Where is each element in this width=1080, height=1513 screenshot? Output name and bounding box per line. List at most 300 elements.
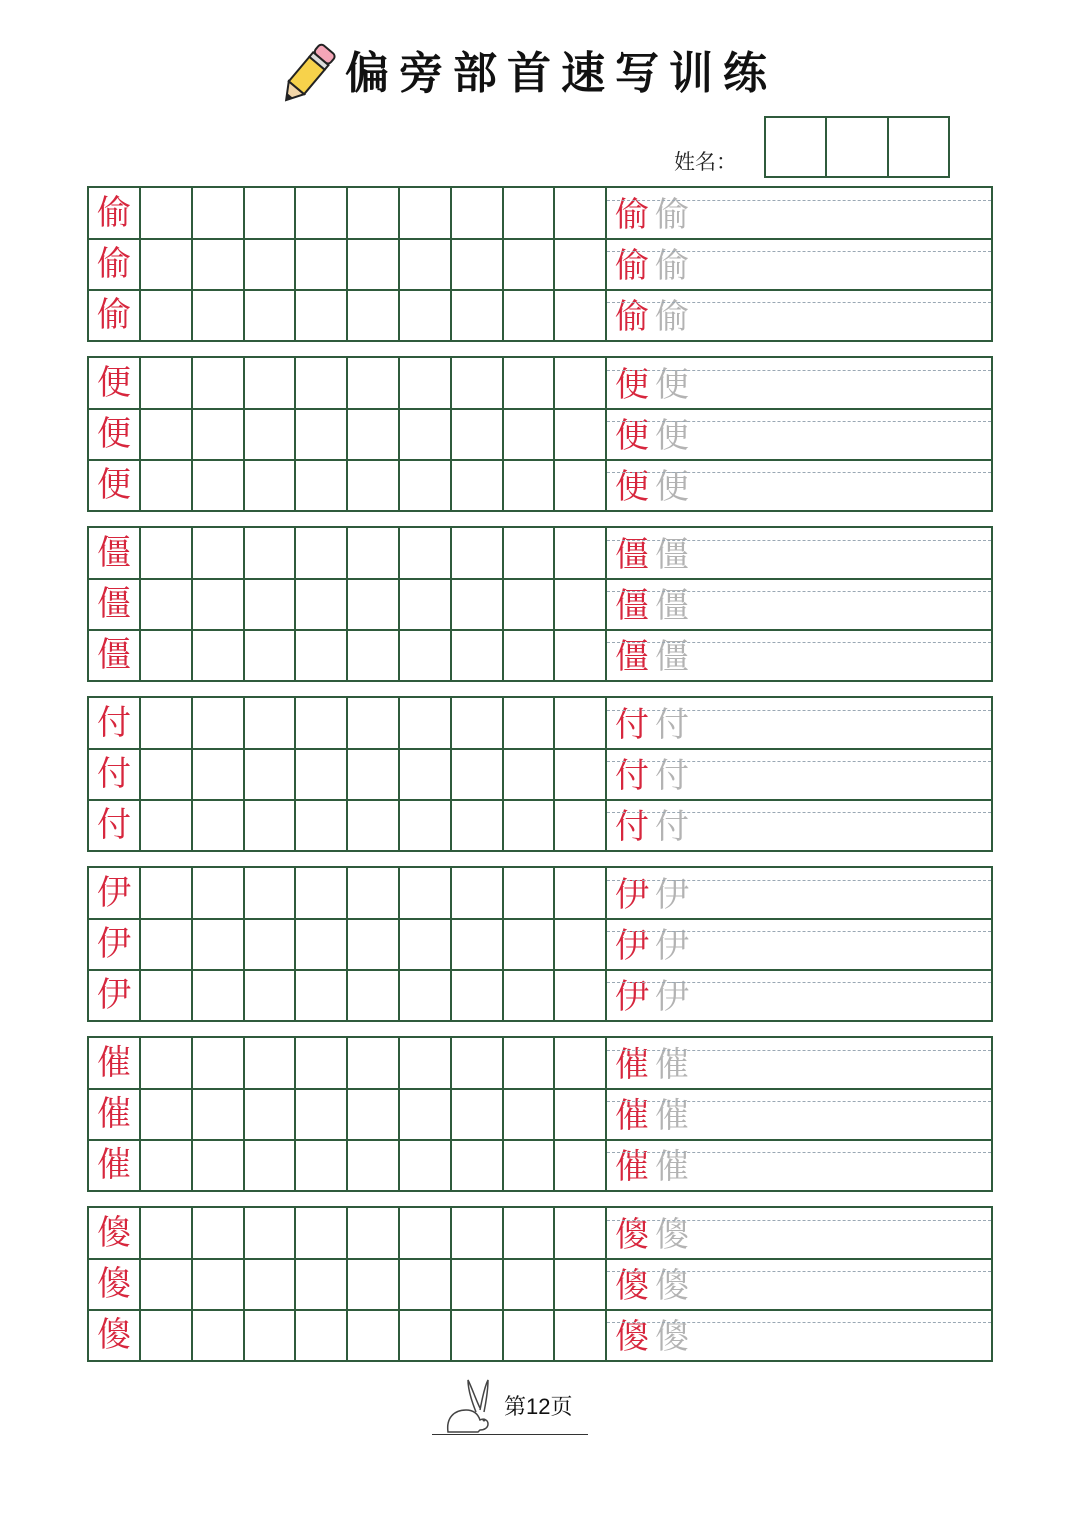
practice-group [87, 186, 993, 342]
tracing-line[interactable] [607, 919, 991, 970]
model-character: 僵 [89, 630, 141, 681]
model-character: 催 [89, 1140, 141, 1191]
practice-group [87, 866, 993, 1022]
writing-cell[interactable] [141, 1310, 193, 1361]
trace-model-character: 伊 [615, 926, 649, 966]
writing-cell[interactable] [296, 1208, 348, 1259]
writing-cell[interactable] [296, 239, 348, 290]
writing-cell[interactable] [348, 358, 400, 409]
tracing-line[interactable] [607, 1089, 991, 1140]
writing-cell[interactable] [296, 800, 348, 851]
writing-cell[interactable] [244, 919, 296, 970]
tracing-line[interactable] [607, 358, 991, 409]
trace-guide-character: 偷 [655, 195, 689, 235]
trace-guide-character: 傻 [655, 1215, 689, 1255]
model-character: 僵 [89, 528, 141, 579]
trace-model-character: 催 [615, 1096, 649, 1136]
writing-cell[interactable] [400, 868, 452, 919]
writing-cell[interactable] [244, 409, 296, 460]
writing-cell[interactable] [296, 1310, 348, 1361]
writing-cell[interactable] [193, 528, 245, 579]
writing-cell[interactable] [193, 460, 245, 511]
writing-cell[interactable] [555, 800, 607, 851]
trace-model-character: 偷 [615, 297, 649, 337]
tracing-line[interactable] [607, 1310, 991, 1361]
writing-cell[interactable] [244, 1089, 296, 1140]
writing-cell[interactable] [348, 749, 400, 800]
writing-cell[interactable] [193, 409, 245, 460]
writing-cell[interactable] [348, 460, 400, 511]
writing-cell[interactable] [348, 1208, 400, 1259]
writing-cell[interactable] [348, 409, 400, 460]
writing-cell[interactable] [452, 868, 504, 919]
writing-cell[interactable] [141, 1089, 193, 1140]
writing-cell[interactable] [193, 1208, 245, 1259]
writing-cell[interactable] [296, 1140, 348, 1191]
writing-cell[interactable] [503, 800, 555, 851]
writing-cell[interactable] [296, 188, 348, 239]
writing-cell[interactable] [452, 698, 504, 749]
writing-cell[interactable] [193, 970, 245, 1021]
writing-cell[interactable] [244, 1140, 296, 1191]
writing-cell[interactable] [244, 528, 296, 579]
writing-cell[interactable] [400, 290, 452, 341]
writing-cell[interactable] [503, 1038, 555, 1089]
writing-cell[interactable] [244, 188, 296, 239]
writing-cell[interactable] [244, 698, 296, 749]
tracing-line[interactable] [607, 528, 991, 579]
writing-cell[interactable] [193, 800, 245, 851]
practice-group [87, 1036, 993, 1192]
trace-guide-character: 付 [655, 705, 689, 745]
writing-cell[interactable] [141, 290, 193, 341]
writing-cell[interactable] [555, 188, 607, 239]
model-character: 催 [89, 1089, 141, 1140]
writing-cell[interactable] [555, 1259, 607, 1310]
trace-model-character: 付 [615, 705, 649, 745]
writing-cell[interactable] [400, 579, 452, 630]
writing-cell[interactable] [503, 460, 555, 511]
trace-model-character: 僵 [615, 637, 649, 677]
trace-guide-character: 傻 [655, 1317, 689, 1357]
writing-cell[interactable] [452, 630, 504, 681]
writing-cell[interactable] [555, 358, 607, 409]
writing-cell[interactable] [296, 749, 348, 800]
writing-cell[interactable] [244, 800, 296, 851]
writing-cell[interactable] [400, 749, 452, 800]
writing-cell[interactable] [141, 800, 193, 851]
model-character: 偷 [89, 290, 141, 341]
writing-cell[interactable] [348, 698, 400, 749]
writing-cell[interactable] [141, 868, 193, 919]
trace-guide-character: 伊 [655, 926, 689, 966]
writing-cell[interactable] [244, 970, 296, 1021]
trace-model-character: 催 [615, 1147, 649, 1187]
trace-model-character: 伊 [615, 875, 649, 915]
writing-cell[interactable] [193, 1259, 245, 1310]
model-character: 傻 [89, 1310, 141, 1361]
writing-cell[interactable] [400, 970, 452, 1021]
practice-row [89, 868, 991, 919]
tracing-line[interactable] [607, 188, 991, 239]
writing-cell[interactable] [348, 800, 400, 851]
writing-cell[interactable] [503, 1310, 555, 1361]
name-field[interactable] [764, 116, 950, 178]
tracing-line[interactable] [607, 868, 991, 919]
writing-cell[interactable] [193, 1310, 245, 1361]
writing-cell[interactable] [348, 239, 400, 290]
writing-cell[interactable] [503, 1089, 555, 1140]
trace-model-character: 傻 [615, 1215, 649, 1255]
writing-cell[interactable] [141, 239, 193, 290]
practice-group [87, 696, 993, 852]
writing-cell[interactable] [503, 630, 555, 681]
writing-cell[interactable] [400, 800, 452, 851]
writing-cell[interactable] [400, 1089, 452, 1140]
writing-cell[interactable] [244, 749, 296, 800]
writing-cell[interactable] [555, 579, 607, 630]
writing-cell[interactable] [296, 358, 348, 409]
name-label: 姓名： [674, 150, 737, 174]
tracing-line[interactable] [607, 800, 991, 851]
writing-cell[interactable] [503, 970, 555, 1021]
writing-cell[interactable] [452, 290, 504, 341]
writing-cell[interactable] [296, 528, 348, 579]
writing-cell[interactable] [555, 970, 607, 1021]
writing-cell[interactable] [244, 358, 296, 409]
practice-row [89, 1310, 991, 1361]
footer-divider [432, 1434, 588, 1435]
writing-cell[interactable] [296, 970, 348, 1021]
practice-row [89, 409, 991, 460]
trace-model-character: 付 [615, 807, 649, 847]
writing-cell[interactable] [452, 1140, 504, 1191]
tracing-line[interactable] [607, 1038, 991, 1089]
writing-cell[interactable] [141, 460, 193, 511]
writing-cell[interactable] [503, 528, 555, 579]
writing-cell[interactable] [452, 749, 504, 800]
writing-cell[interactable] [141, 358, 193, 409]
writing-cell[interactable] [141, 749, 193, 800]
writing-cell[interactable] [193, 1038, 245, 1089]
page-title: 偏旁部首速写训练 [345, 48, 777, 99]
practice-row [89, 460, 991, 511]
name-box[interactable] [827, 118, 888, 176]
writing-cell[interactable] [555, 1089, 607, 1140]
writing-cell[interactable] [400, 630, 452, 681]
writing-cell[interactable] [503, 868, 555, 919]
writing-cell[interactable] [452, 970, 504, 1021]
writing-cell[interactable] [296, 868, 348, 919]
pencil-icon [276, 38, 340, 110]
writing-cell[interactable] [348, 1310, 400, 1361]
practice-row [89, 1038, 991, 1089]
writing-cell[interactable] [296, 1259, 348, 1310]
writing-cell[interactable] [348, 868, 400, 919]
writing-cell[interactable] [296, 460, 348, 511]
trace-guide-character: 伊 [655, 977, 689, 1017]
writing-cell[interactable] [348, 1038, 400, 1089]
writing-cell[interactable] [348, 188, 400, 239]
tracing-line[interactable] [607, 630, 991, 681]
writing-cell[interactable] [452, 1310, 504, 1361]
writing-cell[interactable] [555, 1310, 607, 1361]
practice-row [89, 800, 991, 851]
tracing-line[interactable] [607, 239, 991, 290]
writing-cell[interactable] [348, 1140, 400, 1191]
writing-cell[interactable] [503, 698, 555, 749]
writing-cell[interactable] [296, 1089, 348, 1140]
model-character: 便 [89, 358, 141, 409]
writing-cell[interactable] [503, 1208, 555, 1259]
practice-row [89, 919, 991, 970]
writing-cell[interactable] [193, 1089, 245, 1140]
writing-cell[interactable] [193, 290, 245, 341]
writing-cell[interactable] [296, 919, 348, 970]
writing-cell[interactable] [400, 1208, 452, 1259]
writing-cell[interactable] [400, 1310, 452, 1361]
writing-cell[interactable] [348, 1089, 400, 1140]
name-box[interactable] [889, 118, 948, 176]
tracing-line[interactable] [607, 970, 991, 1021]
practice-row [89, 1208, 991, 1259]
writing-cell[interactable] [296, 409, 348, 460]
page-number: 第12页 [504, 1394, 573, 1419]
writing-cell[interactable] [555, 1038, 607, 1089]
trace-model-character: 偷 [615, 246, 649, 286]
name-box[interactable] [766, 118, 827, 176]
writing-cell[interactable] [452, 528, 504, 579]
writing-cell[interactable] [503, 358, 555, 409]
practice-row [89, 358, 991, 409]
writing-cell[interactable] [555, 1140, 607, 1191]
writing-cell[interactable] [555, 1208, 607, 1259]
trace-guide-character: 付 [655, 807, 689, 847]
writing-cell[interactable] [400, 358, 452, 409]
writing-cell[interactable] [503, 1259, 555, 1310]
practice-row [89, 749, 991, 800]
writing-cell[interactable] [452, 1038, 504, 1089]
model-character: 僵 [89, 579, 141, 630]
model-character: 付 [89, 698, 141, 749]
writing-cell[interactable] [503, 749, 555, 800]
writing-cell[interactable] [555, 239, 607, 290]
practice-group [87, 356, 993, 512]
writing-cell[interactable] [503, 409, 555, 460]
writing-cell[interactable] [193, 749, 245, 800]
writing-cell[interactable] [503, 1140, 555, 1191]
writing-cell[interactable] [296, 698, 348, 749]
writing-cell[interactable] [244, 579, 296, 630]
writing-cell[interactable] [452, 1089, 504, 1140]
writing-cell[interactable] [400, 528, 452, 579]
writing-cell[interactable] [400, 409, 452, 460]
trace-model-character: 傻 [615, 1266, 649, 1306]
model-character: 伊 [89, 919, 141, 970]
model-character: 付 [89, 800, 141, 851]
trace-guide-character: 催 [655, 1147, 689, 1187]
writing-cell[interactable] [193, 579, 245, 630]
writing-cell[interactable] [244, 1310, 296, 1361]
writing-cell[interactable] [503, 188, 555, 239]
writing-cell[interactable] [141, 579, 193, 630]
writing-cell[interactable] [141, 970, 193, 1021]
tracing-line[interactable] [607, 1259, 991, 1310]
writing-cell[interactable] [141, 528, 193, 579]
writing-cell[interactable] [193, 630, 245, 681]
writing-cell[interactable] [503, 579, 555, 630]
writing-cell[interactable] [555, 460, 607, 511]
writing-cell[interactable] [452, 579, 504, 630]
model-character: 催 [89, 1038, 141, 1089]
writing-cell[interactable] [348, 290, 400, 341]
writing-cell[interactable] [452, 188, 504, 239]
practice-row [89, 528, 991, 579]
tracing-line[interactable] [607, 409, 991, 460]
writing-cell[interactable] [348, 528, 400, 579]
writing-cell[interactable] [348, 919, 400, 970]
practice-row [89, 1089, 991, 1140]
practice-group [87, 1206, 993, 1362]
practice-row [89, 290, 991, 341]
writing-cell[interactable] [400, 188, 452, 239]
trace-guide-character: 僵 [655, 535, 689, 575]
writing-cell[interactable] [555, 409, 607, 460]
writing-cell[interactable] [193, 868, 245, 919]
practice-row [89, 188, 991, 239]
tracing-line[interactable] [607, 749, 991, 800]
writing-cell[interactable] [193, 1140, 245, 1191]
writing-cell[interactable] [296, 290, 348, 341]
model-character: 伊 [89, 868, 141, 919]
writing-cell[interactable] [193, 239, 245, 290]
writing-cell[interactable] [555, 749, 607, 800]
writing-cell[interactable] [555, 630, 607, 681]
practice-row [89, 630, 991, 681]
model-character: 付 [89, 749, 141, 800]
writing-cell[interactable] [348, 630, 400, 681]
writing-cell[interactable] [141, 698, 193, 749]
trace-model-character: 僵 [615, 535, 649, 575]
writing-cell[interactable] [193, 358, 245, 409]
page-header [0, 36, 1080, 116]
writing-cell[interactable] [400, 1038, 452, 1089]
model-character: 傻 [89, 1259, 141, 1310]
trace-model-character: 便 [615, 416, 649, 456]
tracing-line[interactable] [607, 579, 991, 630]
writing-cell[interactable] [244, 460, 296, 511]
writing-cell[interactable] [296, 1038, 348, 1089]
writing-cell[interactable] [400, 919, 452, 970]
writing-cell[interactable] [141, 1208, 193, 1259]
rabbit-icon [438, 1374, 498, 1434]
writing-cell[interactable] [503, 290, 555, 341]
writing-cell[interactable] [244, 630, 296, 681]
writing-cell[interactable] [244, 1208, 296, 1259]
trace-guide-character: 催 [655, 1096, 689, 1136]
writing-cell[interactable] [452, 919, 504, 970]
trace-guide-character: 伊 [655, 875, 689, 915]
tracing-line[interactable] [607, 1208, 991, 1259]
writing-cell[interactable] [400, 1259, 452, 1310]
writing-cell[interactable] [348, 970, 400, 1021]
tracing-line[interactable] [607, 460, 991, 511]
trace-guide-character: 偷 [655, 297, 689, 337]
trace-guide-character: 催 [655, 1045, 689, 1085]
writing-cell[interactable] [244, 290, 296, 341]
writing-cell[interactable] [141, 1140, 193, 1191]
model-character: 便 [89, 409, 141, 460]
writing-cell[interactable] [141, 188, 193, 239]
writing-cell[interactable] [400, 698, 452, 749]
writing-cell[interactable] [193, 698, 245, 749]
writing-cell[interactable] [452, 800, 504, 851]
writing-cell[interactable] [452, 409, 504, 460]
writing-cell[interactable] [141, 409, 193, 460]
trace-guide-character: 便 [655, 416, 689, 456]
writing-cell[interactable] [555, 528, 607, 579]
model-character: 便 [89, 460, 141, 511]
trace-model-character: 偷 [615, 195, 649, 235]
writing-cell[interactable] [503, 239, 555, 290]
tracing-line[interactable] [607, 698, 991, 749]
writing-cell[interactable] [452, 1208, 504, 1259]
writing-cell[interactable] [452, 239, 504, 290]
practice-group [87, 526, 993, 682]
writing-cell[interactable] [452, 1259, 504, 1310]
writing-cell[interactable] [141, 1259, 193, 1310]
writing-cell[interactable] [141, 630, 193, 681]
writing-cell[interactable] [348, 579, 400, 630]
writing-cell[interactable] [452, 460, 504, 511]
practice-row [89, 1140, 991, 1191]
model-character: 偷 [89, 239, 141, 290]
writing-cell[interactable] [244, 239, 296, 290]
writing-cell[interactable] [193, 919, 245, 970]
trace-model-character: 傻 [615, 1317, 649, 1357]
writing-cell[interactable] [193, 188, 245, 239]
tracing-line[interactable] [607, 1140, 991, 1191]
writing-cell[interactable] [555, 868, 607, 919]
trace-model-character: 僵 [615, 586, 649, 626]
writing-cell[interactable] [244, 1259, 296, 1310]
tracing-line[interactable] [607, 290, 991, 341]
trace-model-character: 伊 [615, 977, 649, 1017]
writing-cell[interactable] [555, 290, 607, 341]
writing-cell[interactable] [348, 1259, 400, 1310]
practice-row [89, 239, 991, 290]
practice-row [89, 1259, 991, 1310]
writing-cell[interactable] [400, 239, 452, 290]
writing-cell[interactable] [400, 1140, 452, 1191]
trace-model-character: 付 [615, 756, 649, 796]
trace-guide-character: 傻 [655, 1266, 689, 1306]
writing-cell[interactable] [296, 630, 348, 681]
writing-cell[interactable] [244, 868, 296, 919]
writing-cell[interactable] [141, 1038, 193, 1089]
writing-cell[interactable] [141, 919, 193, 970]
writing-cell[interactable] [503, 919, 555, 970]
writing-cell[interactable] [555, 698, 607, 749]
writing-cell[interactable] [555, 919, 607, 970]
trace-guide-character: 便 [655, 467, 689, 507]
trace-model-character: 便 [615, 365, 649, 405]
writing-cell[interactable] [400, 460, 452, 511]
writing-cell[interactable] [296, 579, 348, 630]
practice-row [89, 579, 991, 630]
writing-cell[interactable] [452, 358, 504, 409]
writing-cell[interactable] [244, 1038, 296, 1089]
